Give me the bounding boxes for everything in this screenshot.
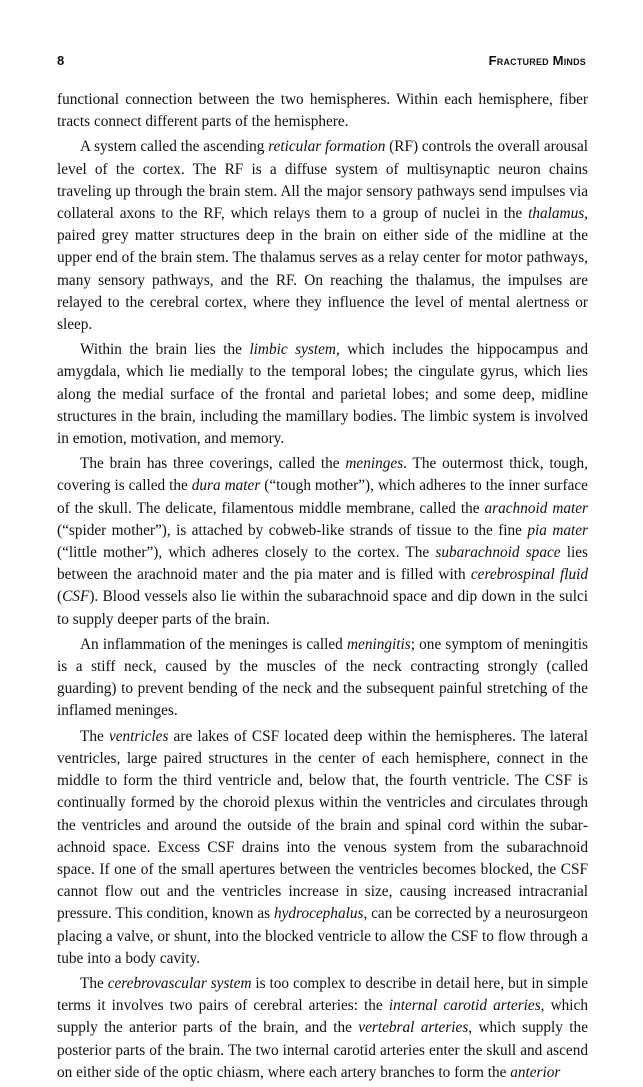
text-run: (“spider mother”), is attached by cobweb-like strands of tissue to the fine [57, 521, 528, 539]
text-run: lies between the arachnoid mater and the pia mater and is filled with [57, 544, 588, 584]
italic-term: dura mater [191, 477, 261, 495]
italic-term: internal carotid arteries [388, 997, 541, 1015]
italic-term: limbic system [249, 341, 336, 359]
text-run: The [80, 974, 108, 992]
text-run: An inflammation of the meninges is called [80, 635, 347, 653]
text-run: , which supply the posterior parts of the brain. The two internal carotid arteries enter the skull and ascend on either side of the optic chiasm, where each artery branches to form the [57, 1019, 588, 1081]
text-run: The brain has three coverings, called the [80, 455, 346, 473]
italic-term: cerebrovascular system [107, 974, 252, 992]
italic-term: cerebrospinal fluid [470, 566, 588, 584]
text-run: . The outermost thick, tough, covering is called the [57, 455, 588, 495]
text-run: ; one symptom of meningitis is a stiff neck, caused by the muscles of the neck contracting strongly (called guarding) to prevent bending of the neck and the subsequent painful stretching of the inflamed meninges. [57, 635, 588, 720]
paragraph [57, 726, 588, 970]
italic-term: meninges [345, 455, 404, 473]
italic-term: ventricles [108, 727, 169, 745]
italic-term: thalamus [528, 205, 585, 223]
text-run: ( [57, 588, 63, 606]
text-run: is too complex to describe in detail here, but in simple terms it involves two pairs of cerebral arteries: the [57, 974, 588, 1015]
italic-term: CSF [62, 588, 90, 606]
italic-term: subarachnoid space [435, 544, 561, 562]
text-run: The [80, 727, 109, 745]
italic-term: vertebral arteries [358, 1019, 469, 1037]
italic-term: reticular formation [268, 138, 386, 156]
paragraph [57, 453, 588, 631]
italic-term: pia mater [527, 521, 589, 539]
text-run: A system called the ascending [80, 138, 269, 156]
text-run: functional connection between the two hemispheres. Within each hemisphere, fiber tracts connect different parts of the hemisphere. [57, 91, 588, 131]
italic-term: anterior [510, 1063, 561, 1081]
paragraph [57, 136, 588, 336]
text-run: (“tough mother”), which adheres to the inner surface of the skull. The delicate, filamentous middle membrane, called the [57, 477, 588, 517]
body-text [57, 89, 588, 1087]
text-run: , can be corrected by a neurosurgeon placing a valve, or shunt, into the blocked ventricle to allow the CSF to flow through a tube into a body cavity. [57, 905, 588, 967]
italic-term: meningitis [347, 635, 411, 653]
page-header [57, 53, 586, 71]
text-run: , paired grey matter structures deep in the brain on either side of the midline at the upper end of the brain stem. The thalamus serves as a relay center for motor pathways, many sensory pathways, and the RF. On reaching the thalamus, the impulses are relayed to the cerebral cortex, where they influence the level of mental alertness or sleep. [57, 205, 588, 334]
paragraph [57, 339, 588, 450]
running-title: Fractured Minds [488, 53, 586, 68]
text-run: Within the brain lies the [80, 341, 250, 359]
text-run: (RF) controls the overall arousal level of the cortex. The RF is a diffuse system of multisynaptic neuron chains traveling up through the brain stem. All the major sensory pathways send impulses via collateral axons to the RF, which relays them to a group of nuclei in the [57, 138, 588, 223]
page-number: 8 [57, 53, 65, 68]
paragraph [57, 973, 588, 1084]
text-run: , which includes the hippocampus and amygdala, which lie medially to the temporal lobes; the cingulate gyrus, which lies along the medial surface of the frontal and parietal lobes; and some deep, midline structures in the brain, including the mamillary bodies. The limbic system is involved in emotion, motivation, and memory. [57, 341, 589, 448]
paragraph [57, 634, 588, 723]
text-run: , which supply the anterior parts of the brain, and the [57, 997, 588, 1037]
paragraph [57, 89, 588, 133]
text-run: (“little mother”), which adheres closely to the cortex. The [57, 544, 436, 562]
text-run: ). Blood vessels also lie within the subarachnoid space and dip down in the sulci to supply deeper parts of the brain. [57, 588, 588, 628]
text-run: are lakes of CSF located deep within the hemispheres. The lateral ventricles, large paired structures in the center of each hemisphere, connect in the middle to form the third ventricle and, below that, the fourth ventricle. The CSF is continually formed by the choroid plexus within the ventricles and circulates through the ventricles and around the outside of the brain and spinal cord within the subarachnoid space. Excess CSF drains into the venous system from the subarachnoid space. If one of the small apertures between the ventricles becomes blocked, the CSF cannot flow out and the ventricles increase in size, causing increased intracranial pressure. This condition, known as [57, 727, 588, 923]
italic-term: hydrocephalus [273, 905, 364, 923]
italic-term: arachnoid mater [484, 499, 589, 517]
